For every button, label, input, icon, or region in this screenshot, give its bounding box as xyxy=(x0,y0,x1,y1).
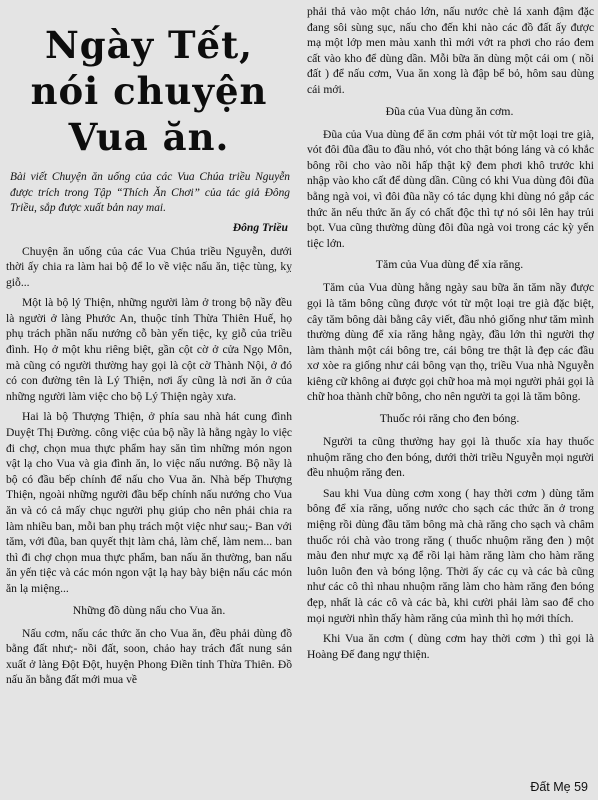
article-title: Ngày Tết, nói chuyện Vua ăn. xyxy=(30,23,268,159)
right-column xyxy=(305,0,594,800)
paragraph: phải thả vào một chảo lớn, nấu nước chè lá xanh đậm đặc đang sôi sùng sục, nấu cho đến khi nào các đồ đất ấy được mạ một lớp men màu xanh thì mới vớt ra phơi cho ráo đem cất vào kho để dùng dần. Mỗi bữa ăn dùng một cái om ( nồi đất ) để nấu cơm, Vua ăn xong là đập bể bỏ, hôm sau dùng cái mới. xyxy=(307,5,594,96)
paragraph: Nấu cơm, nấu các thức ăn cho Vua ăn, đều phải dùng đồ bằng đất như;- nồi đất, soon, chảo hay trách đất nung sản xuất ở làng Đột Đột, huyện Phong Điền tỉnh Thừa Thiên. Đồ nấu ăn bằng đất mới mua về xyxy=(6,626,292,687)
paragraph: Hai là bộ Thượng Thiện, ở phía sau nhà hát cung đình Duyệt Thị Đường. công việc của bộ nầy là hằng ngày lo việc đi chợ, chọn mua thực phẩm hay săn tìm những món ngon vật lạ cho Vua và gia đình ăn, lo việc nấu nướng. Bộ nầy là bộ có đầu bếp chính để nấu cho Vua ăn. Nhà bếp Thượng Thiện, ngoài những người đầu bếp chính nấu nướng cho Vua ăn và có cả mấy chục người phụ giúp cho nên phải chia ra làm nhiều ban, mỗi ban phụ trách một việc như sau;- Ban với tăm, với đũa, ban quyết thịt làm chả, làm chế, làm nem... ban thì đi chợ chọn mua thực phẩm, ban nấu ăn thường, ban nấu ăn yến tiệc và các món ngon vật lạ hay bày biện nấu các món ăn lạ miệng... xyxy=(6,410,292,595)
author-byline: Đông Triều xyxy=(232,220,288,234)
paragraph: Người ta cũng thường hay gọi là thuốc xỉa hay thuốc nhuộm răng cho đen bóng, dưới thời triều Nguyễn mọi người đều nhuộm răng đen. xyxy=(307,435,594,480)
paragraph: Chuyện ăn uống của các Vua Chúa triều Nguyễn, dưới thời ấy chia ra làm hai bộ để lo về việc nấu ăn, tiệc tùng, kỵ giỗ... xyxy=(6,244,292,289)
paragraph: Một là bộ lý Thiện, những người làm ở trong bộ nầy đều là người ở làng Phước An, thuộc tỉnh Thừa Thiên Huế, họ phụ trách phần nấu nướng cỗ bàn yến tiệc, kỵ giỗ của triều đình. Họ ở một khu riêng biệt, gần cột cờ ở cửa Ngọ Môn, mà cũng có người thường hay gọi là cột cờ Thành Nội, ở đó có con đường tên là Lý Thiện, nơi ấy cũng là nơi ăn ở của những người làm việc cho bộ Lý Thiện ngày xưa. xyxy=(6,296,292,403)
section-heading-teeth-dye: Thuốc rỏi răng cho đen bóng. xyxy=(379,411,520,426)
article-intro: Bài viết Chuyện ăn uống của các Vua Chúa triều Nguyễn được trích trong Tập “Thích Ăn Chơi” của tác giả Đông Triều, sắp được xuất bản nay mai. xyxy=(10,171,290,214)
page-footer-label: Đất Mẹ 59 xyxy=(530,780,588,794)
section-heading-utensils: Những đồ dùng nấu cho Vua ăn. xyxy=(72,602,226,617)
section-heading-toothpick: Tăm của Vua dùng để xỉa răng. xyxy=(375,257,524,272)
paragraph: Sau khi Vua dùng cơm xong ( hay thời cơm ) dùng tăm bông để xỉa răng, uống nước cho sạch các thức ăn ở trong miệng rồi dùng đầu tăm bông mà chà răng cho sạch và châm thuốc rỏi chà vào trong răng ( thuốc nhuộm răng đen ) một màu đen như mực xạ để rồi lại hàm răng làm cho hàm răng luôn luôn đen và bóng lộng. Thời ấy các cụ và các bà cũng như các cô thì nhau nhuộm răng làm cho hàm răng đen bóng đẹp, nhất là các cô và các bà, khi cười phải làm sao để cho mọi người nhìn thấy hàm răng của mình thì họ mới thích. xyxy=(307,486,594,625)
section-heading-chopsticks: Đũa của Vua dùng ăn cơm. xyxy=(385,103,514,118)
paragraph: Khi Vua ăn cơm ( dùng cơm hay thời cơm ) thì gọi là Hoàng Đế đang ngự thiện. xyxy=(307,632,594,661)
paragraph: Tăm của Vua dùng hằng ngày sau bữa ăn tăm nầy được gọi là tăm bông cũng được vót từ một loại tre già đặc biệt, cây tăm bông dài bằng cây viết, đầu nhỏ giống như tăm mình thường dùng để xỉa răng hằng ngày, đầu lớn thì người thợ làm thành một cái bông tre, cái bông tre thật là đẹp các đầu xơ xòe ra giống như cái bông vạn thọ, triều Vua nhà Nguyễn kiêng cữ không ai được gọi chữ hoa mà mọi người phải gọi là chữ hoa thành chữ bông, cho nên người ta gọi là tăm bông. xyxy=(307,281,594,404)
paragraph: Đũa của Vua dùng để ăn cơm phải vót từ một loại tre già, vót đôi đũa đầu to đầu nhỏ, vót cho thật bóng láng và có khắc bông rồi cho vào nồi hấp thật kỹ đem phơi khô trước khi nhập vào kho cất để dùng dần. Cũng có khi Vua dùng đôi đũa bằng ngà voi, vì đôi đũa nầy có tác dụng khi dùng nó gắp các thức ăn nếu thức ăn ấy có chất độc thì tự nó sôi lên hay trủi bọt. Vua cũng thường dùng đôi đũa ngà voi trong các kỳ yến tiệc lớn. xyxy=(307,127,594,250)
left-column xyxy=(4,0,294,800)
